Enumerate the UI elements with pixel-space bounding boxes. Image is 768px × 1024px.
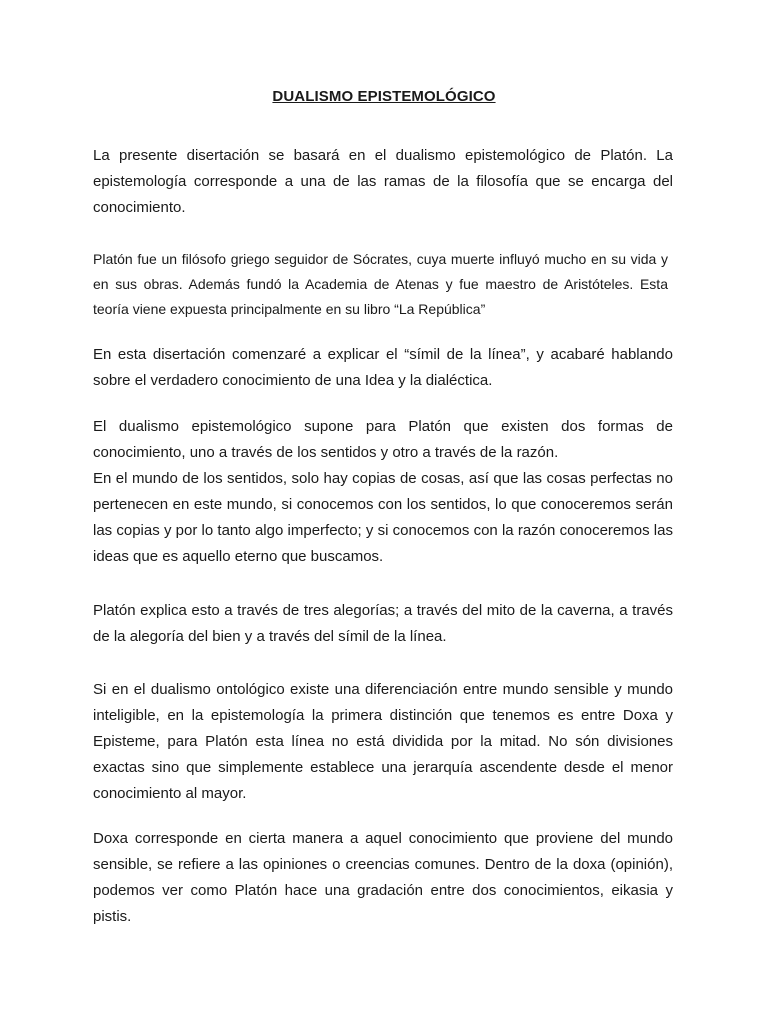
paragraph-platon-bio: Platón fue un filósofo griego seguidor de Sócrates, cuya muerte influyó mucho en su vida y en sus obras. Además fundó la Academia de Atenas y fue maestro de Aristóteles. Esta teoría viene expuesta principalmente en su libro “La República”	[93, 251, 668, 317]
paragraph-dualism: El dualismo epistemológico supone para Platón que existen dos formas de conocimiento, uno a través de los sentidos y otro a través de la razón. En el mundo de los sentidos, solo hay copias de cosas, así que las cosas perfectas no pertenecen en este mundo, si conocemos con los sentidos, lo que conoceremos serán las copias y por lo tanto algo imperfecto; y si conocemos con la razón conoceremos las ideas que es aquello eterno que buscamos.	[93, 418, 673, 565]
paragraph-intro: La presente disertación se basará en el dualismo epistemológico de Platón. La epistemología corresponde a una de las ramas de la filosofía que se encarga del conocimiento.	[93, 147, 673, 216]
paragraph-allegories: Platón explica esto a través de tres alegorías; a través del mito de la caverna, a través de la alegoría del bien y a través del símil de la línea.	[93, 602, 673, 645]
paragraph-doxa: Doxa corresponde en cierta manera a aquel conocimiento que proviene del mundo sensible, se refiere a las opiniones o creencias comunes. Dentro de la doxa (opinión), podemos ver como Platón hace una gradación entre dos conocimientos, eikasia y pistis.	[93, 830, 673, 925]
document-title: DUALISMO EPISTEMOLÓGICO	[272, 88, 496, 105]
paragraph-outline: En esta disertación comenzaré a explicar el “símil de la línea”, y acabaré hablando sobre el verdadero conocimiento de una Idea y la dialéctica.	[93, 346, 673, 389]
paragraph-doxa-episteme: Si en el dualismo ontológico existe una diferenciación entre mundo sensible y mundo inteligible, en la epistemología la primera distinción que tenemos es entre Doxa y Episteme, para Platón esta línea no está dividida por la mitad. No són divisiones exactas sino que simplemente establece una jerarquía ascendente desde el menor conocimiento al mayor.	[93, 681, 673, 802]
